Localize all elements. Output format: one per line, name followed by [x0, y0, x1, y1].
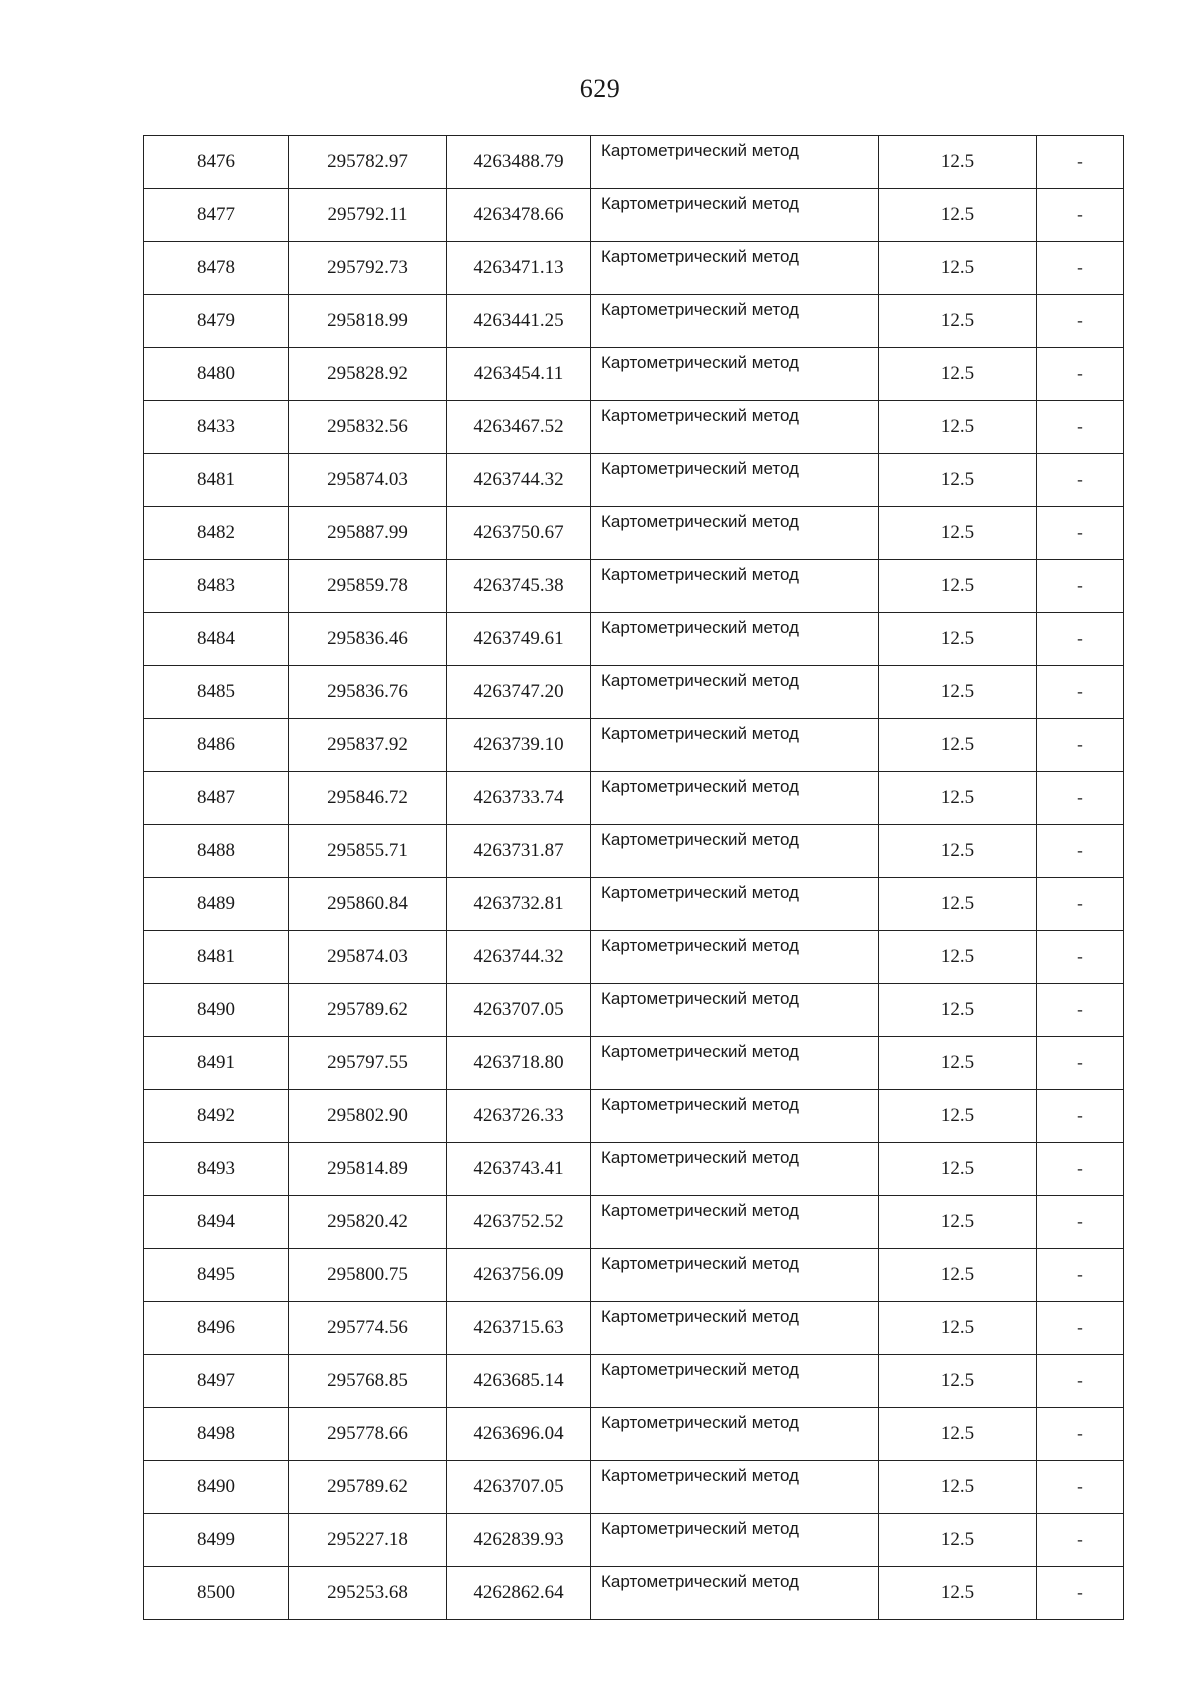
table-row: [144, 560, 1124, 613]
x-coordinate-cell: 295859.78: [289, 560, 447, 613]
y-coordinate-cell: 4263747.20: [447, 666, 591, 719]
x-coordinate-cell: 295789.62: [289, 984, 447, 1037]
note-cell: -: [1037, 772, 1124, 825]
method-cell: Картометрический метод: [591, 348, 879, 401]
table-row: [144, 348, 1124, 401]
accuracy-cell: 12.5: [879, 454, 1037, 507]
accuracy-cell: 12.5: [879, 1408, 1037, 1461]
y-coordinate-cell: 4263441.25: [447, 295, 591, 348]
method-cell: Картометрический метод: [591, 136, 879, 189]
table-row: [144, 1355, 1124, 1408]
table-row: [144, 401, 1124, 454]
y-coordinate-cell: 4263743.41: [447, 1143, 591, 1196]
point-number-cell: 8492: [144, 1090, 289, 1143]
table-row: [144, 295, 1124, 348]
table-row: [144, 931, 1124, 984]
x-coordinate-cell: 295797.55: [289, 1037, 447, 1090]
accuracy-cell: 12.5: [879, 1037, 1037, 1090]
y-coordinate-cell: 4263471.13: [447, 242, 591, 295]
method-cell: Картометрический метод: [591, 1143, 879, 1196]
point-number-cell: 8489: [144, 878, 289, 931]
table-row: [144, 825, 1124, 878]
accuracy-cell: 12.5: [879, 1514, 1037, 1567]
accuracy-cell: 12.5: [879, 401, 1037, 454]
x-coordinate-cell: 295887.99: [289, 507, 447, 560]
y-coordinate-cell: 4263749.61: [447, 613, 591, 666]
note-cell: -: [1037, 1249, 1124, 1302]
page-number: 629: [579, 74, 621, 103]
accuracy-cell: 12.5: [879, 1249, 1037, 1302]
table-row: [144, 1408, 1124, 1461]
method-cell: Картометрический метод: [591, 454, 879, 507]
point-number-cell: 8488: [144, 825, 289, 878]
accuracy-cell: 12.5: [879, 931, 1037, 984]
method-cell: Картометрический метод: [591, 878, 879, 931]
table-row: [144, 242, 1124, 295]
point-number-cell: 8494: [144, 1196, 289, 1249]
y-coordinate-cell: 4263478.66: [447, 189, 591, 242]
point-number-cell: 8491: [144, 1037, 289, 1090]
method-cell: Картометрический метод: [591, 984, 879, 1037]
note-cell: -: [1037, 560, 1124, 613]
note-cell: -: [1037, 719, 1124, 772]
note-cell: -: [1037, 1037, 1124, 1090]
table-row: [144, 984, 1124, 1037]
point-number-cell: 8499: [144, 1514, 289, 1567]
accuracy-cell: 12.5: [879, 1567, 1037, 1620]
x-coordinate-cell: 295774.56: [289, 1302, 447, 1355]
table-row: [144, 136, 1124, 189]
point-number-cell: 8486: [144, 719, 289, 772]
table-row: [144, 1302, 1124, 1355]
note-cell: -: [1037, 1461, 1124, 1514]
x-coordinate-cell: 295820.42: [289, 1196, 447, 1249]
y-coordinate-cell: 4263707.05: [447, 984, 591, 1037]
x-coordinate-cell: 295874.03: [289, 454, 447, 507]
table-row: [144, 772, 1124, 825]
x-coordinate-cell: 295792.73: [289, 242, 447, 295]
x-coordinate-cell: 295874.03: [289, 931, 447, 984]
point-number-cell: 8477: [144, 189, 289, 242]
note-cell: -: [1037, 1143, 1124, 1196]
table-row: [144, 1090, 1124, 1143]
x-coordinate-cell: 295836.46: [289, 613, 447, 666]
y-coordinate-cell: 4263750.67: [447, 507, 591, 560]
note-cell: -: [1037, 136, 1124, 189]
note-cell: -: [1037, 984, 1124, 1037]
accuracy-cell: 12.5: [879, 1090, 1037, 1143]
method-cell: Картометрический метод: [591, 1567, 879, 1620]
note-cell: -: [1037, 454, 1124, 507]
note-cell: -: [1037, 666, 1124, 719]
method-cell: Картометрический метод: [591, 1355, 879, 1408]
table-row: [144, 613, 1124, 666]
point-number-cell: 8483: [144, 560, 289, 613]
point-number-cell: 8476: [144, 136, 289, 189]
note-cell: -: [1037, 295, 1124, 348]
y-coordinate-cell: 4263744.32: [447, 931, 591, 984]
method-cell: Картометрический метод: [591, 189, 879, 242]
note-cell: -: [1037, 189, 1124, 242]
x-coordinate-cell: 295846.72: [289, 772, 447, 825]
method-cell: Картометрический метод: [591, 560, 879, 613]
point-number-cell: 8478: [144, 242, 289, 295]
table-row: [144, 1143, 1124, 1196]
point-number-cell: 8481: [144, 931, 289, 984]
coordinates-table: [143, 135, 1124, 1620]
point-number-cell: 8490: [144, 984, 289, 1037]
point-number-cell: 8481: [144, 454, 289, 507]
table-row: [144, 666, 1124, 719]
x-coordinate-cell: 295782.97: [289, 136, 447, 189]
accuracy-cell: 12.5: [879, 189, 1037, 242]
note-cell: -: [1037, 1514, 1124, 1567]
x-coordinate-cell: 295792.11: [289, 189, 447, 242]
y-coordinate-cell: 4263718.80: [447, 1037, 591, 1090]
method-cell: Картометрический метод: [591, 613, 879, 666]
accuracy-cell: 12.5: [879, 1355, 1037, 1408]
method-cell: Картометрический метод: [591, 1249, 879, 1302]
method-cell: Картометрический метод: [591, 1514, 879, 1567]
x-coordinate-cell: 295837.92: [289, 719, 447, 772]
point-number-cell: 8493: [144, 1143, 289, 1196]
x-coordinate-cell: 295828.92: [289, 348, 447, 401]
table-row: [144, 507, 1124, 560]
point-number-cell: 8433: [144, 401, 289, 454]
point-number-cell: 8500: [144, 1567, 289, 1620]
y-coordinate-cell: 4263488.79: [447, 136, 591, 189]
y-coordinate-cell: 4263454.11: [447, 348, 591, 401]
x-coordinate-cell: 295768.85: [289, 1355, 447, 1408]
method-cell: Картометрический метод: [591, 719, 879, 772]
accuracy-cell: 12.5: [879, 1143, 1037, 1196]
note-cell: -: [1037, 242, 1124, 295]
point-number-cell: 8497: [144, 1355, 289, 1408]
note-cell: -: [1037, 613, 1124, 666]
note-cell: -: [1037, 348, 1124, 401]
point-number-cell: 8480: [144, 348, 289, 401]
note-cell: -: [1037, 1302, 1124, 1355]
accuracy-cell: 12.5: [879, 878, 1037, 931]
accuracy-cell: 12.5: [879, 666, 1037, 719]
note-cell: -: [1037, 507, 1124, 560]
y-coordinate-cell: 4263756.09: [447, 1249, 591, 1302]
y-coordinate-cell: 4263731.87: [447, 825, 591, 878]
accuracy-cell: 12.5: [879, 242, 1037, 295]
method-cell: Картометрический метод: [591, 1196, 879, 1249]
note-cell: -: [1037, 1408, 1124, 1461]
point-number-cell: 8495: [144, 1249, 289, 1302]
point-number-cell: 8487: [144, 772, 289, 825]
method-cell: Картометрический метод: [591, 825, 879, 878]
y-coordinate-cell: 4263707.05: [447, 1461, 591, 1514]
note-cell: -: [1037, 931, 1124, 984]
method-cell: Картометрический метод: [591, 1037, 879, 1090]
accuracy-cell: 12.5: [879, 1461, 1037, 1514]
note-cell: -: [1037, 1567, 1124, 1620]
accuracy-cell: 12.5: [879, 825, 1037, 878]
table-row: [144, 1037, 1124, 1090]
y-coordinate-cell: 4263732.81: [447, 878, 591, 931]
point-number-cell: 8498: [144, 1408, 289, 1461]
x-coordinate-cell: 295832.56: [289, 401, 447, 454]
table-row: [144, 1514, 1124, 1567]
point-number-cell: 8484: [144, 613, 289, 666]
note-cell: -: [1037, 1196, 1124, 1249]
accuracy-cell: 12.5: [879, 613, 1037, 666]
x-coordinate-cell: 295800.75: [289, 1249, 447, 1302]
note-cell: -: [1037, 825, 1124, 878]
y-coordinate-cell: 4263726.33: [447, 1090, 591, 1143]
method-cell: Картометрический метод: [591, 772, 879, 825]
point-number-cell: 8485: [144, 666, 289, 719]
method-cell: Картометрический метод: [591, 295, 879, 348]
x-coordinate-cell: 295253.68: [289, 1567, 447, 1620]
method-cell: Картометрический метод: [591, 1090, 879, 1143]
table-row: [144, 1196, 1124, 1249]
x-coordinate-cell: 295789.62: [289, 1461, 447, 1514]
y-coordinate-cell: 4263739.10: [447, 719, 591, 772]
method-cell: Картометрический метод: [591, 1408, 879, 1461]
point-number-cell: 8496: [144, 1302, 289, 1355]
method-cell: Картометрический метод: [591, 401, 879, 454]
y-coordinate-cell: 4263733.74: [447, 772, 591, 825]
x-coordinate-cell: 295814.89: [289, 1143, 447, 1196]
table-row: [144, 1249, 1124, 1302]
table-body: [144, 136, 1124, 1620]
method-cell: Картометрический метод: [591, 242, 879, 295]
method-cell: Картометрический метод: [591, 1302, 879, 1355]
accuracy-cell: 12.5: [879, 772, 1037, 825]
note-cell: -: [1037, 1090, 1124, 1143]
table-row: [144, 878, 1124, 931]
accuracy-cell: 12.5: [879, 1196, 1037, 1249]
accuracy-cell: 12.5: [879, 348, 1037, 401]
note-cell: -: [1037, 878, 1124, 931]
note-cell: -: [1037, 1355, 1124, 1408]
table-row: [144, 189, 1124, 242]
point-number-cell: 8490: [144, 1461, 289, 1514]
x-coordinate-cell: 295818.99: [289, 295, 447, 348]
y-coordinate-cell: 4263696.04: [447, 1408, 591, 1461]
x-coordinate-cell: 295802.90: [289, 1090, 447, 1143]
accuracy-cell: 12.5: [879, 719, 1037, 772]
y-coordinate-cell: 4263752.52: [447, 1196, 591, 1249]
method-cell: Картометрический метод: [591, 507, 879, 560]
x-coordinate-cell: 295227.18: [289, 1514, 447, 1567]
y-coordinate-cell: 4263745.38: [447, 560, 591, 613]
method-cell: Картометрический метод: [591, 666, 879, 719]
accuracy-cell: 12.5: [879, 984, 1037, 1037]
method-cell: Картометрический метод: [591, 1461, 879, 1514]
x-coordinate-cell: 295860.84: [289, 878, 447, 931]
y-coordinate-cell: 4262862.64: [447, 1567, 591, 1620]
point-number-cell: 8479: [144, 295, 289, 348]
note-cell: -: [1037, 401, 1124, 454]
y-coordinate-cell: 4262839.93: [447, 1514, 591, 1567]
x-coordinate-cell: 295855.71: [289, 825, 447, 878]
accuracy-cell: 12.5: [879, 560, 1037, 613]
table-row: [144, 454, 1124, 507]
table-row: [144, 719, 1124, 772]
point-number-cell: 8482: [144, 507, 289, 560]
accuracy-cell: 12.5: [879, 507, 1037, 560]
accuracy-cell: 12.5: [879, 295, 1037, 348]
table-row: [144, 1461, 1124, 1514]
y-coordinate-cell: 4263467.52: [447, 401, 591, 454]
x-coordinate-cell: 295778.66: [289, 1408, 447, 1461]
accuracy-cell: 12.5: [879, 136, 1037, 189]
y-coordinate-cell: 4263685.14: [447, 1355, 591, 1408]
x-coordinate-cell: 295836.76: [289, 666, 447, 719]
method-cell: Картометрический метод: [591, 931, 879, 984]
table-row: [144, 1567, 1124, 1620]
y-coordinate-cell: 4263744.32: [447, 454, 591, 507]
accuracy-cell: 12.5: [879, 1302, 1037, 1355]
y-coordinate-cell: 4263715.63: [447, 1302, 591, 1355]
